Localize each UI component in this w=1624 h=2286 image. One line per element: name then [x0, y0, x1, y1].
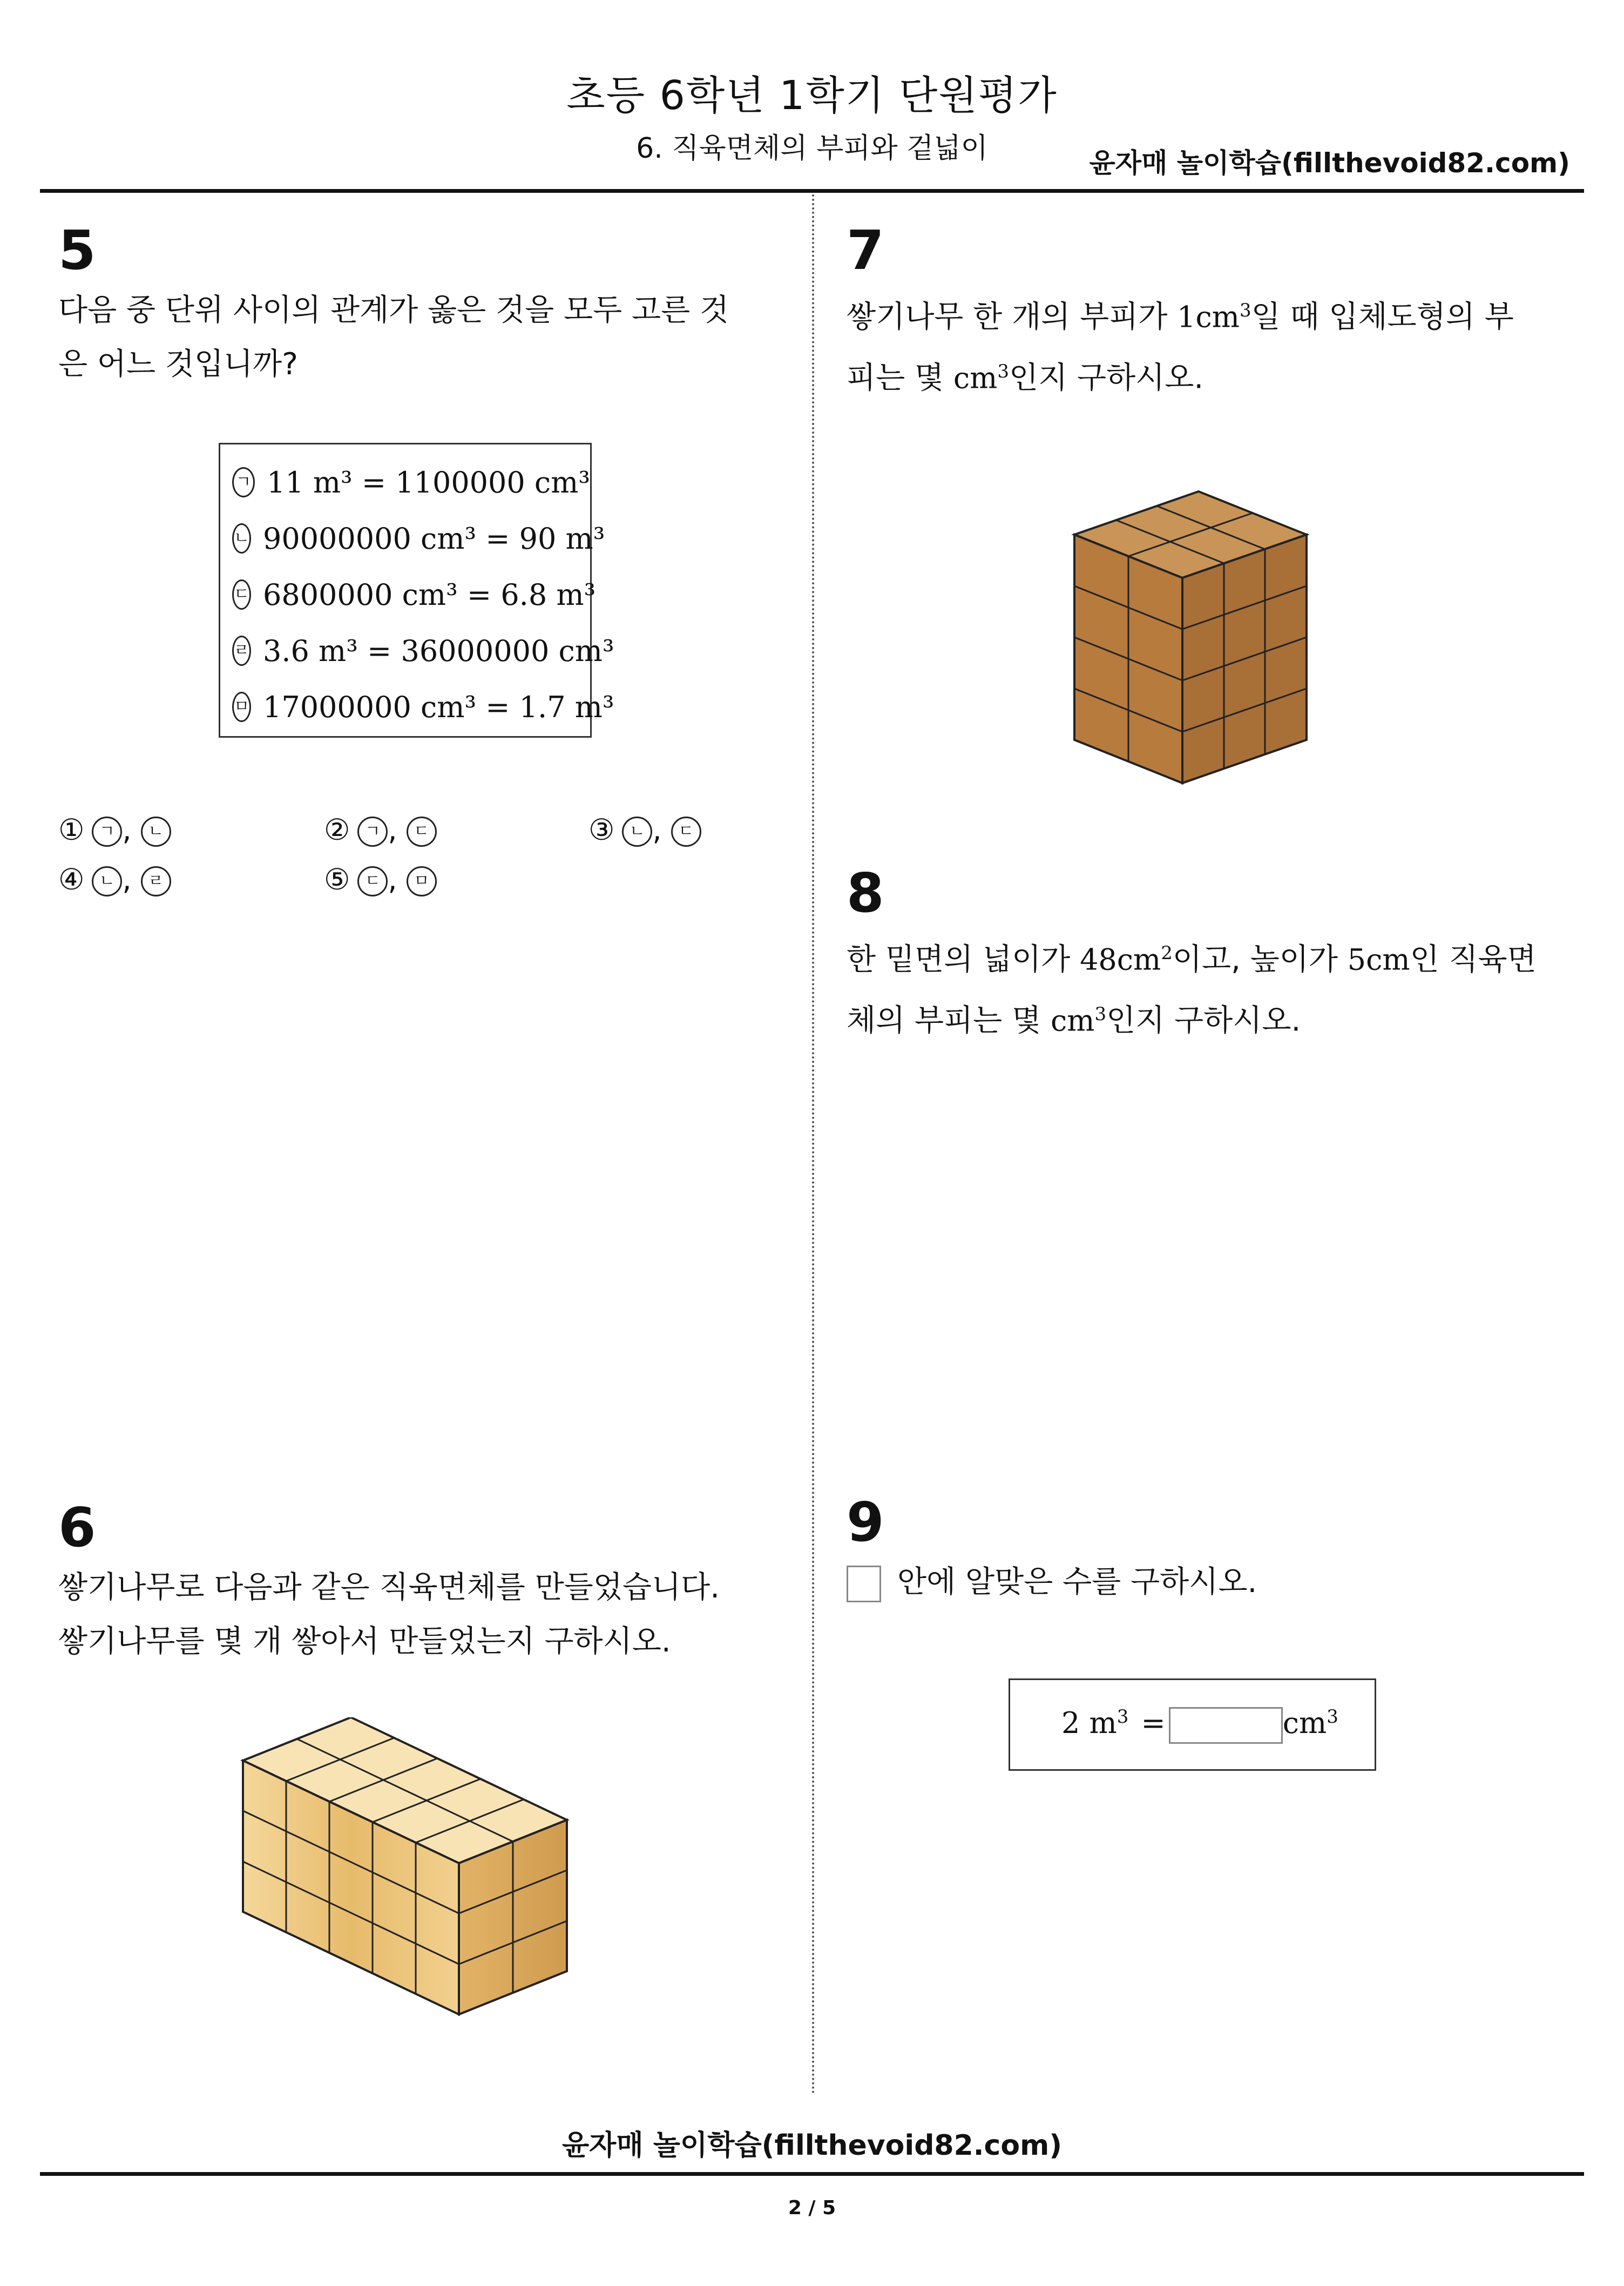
- q9-equation: [1061, 1706, 1338, 1744]
- q5-choice-separator: ,: [388, 813, 407, 847]
- q5-choice-separator: ,: [388, 862, 407, 896]
- question-9-text-content: 안에 알맞은 수를 구하시오.: [897, 1565, 1257, 1600]
- q5-choice-mark-a: ㄴ: [92, 866, 122, 896]
- q9-equals: =: [1141, 1706, 1166, 1740]
- q5-statement-mark: ㅁ: [232, 692, 251, 722]
- question-5-number: 5: [58, 219, 96, 282]
- q5-choice-mark-b: ㅁ: [407, 866, 437, 896]
- q5-choice-3[interactable]: [588, 813, 701, 847]
- q5-statement-mark: ㄴ: [232, 523, 251, 554]
- q9-equation-box: [1009, 1678, 1376, 1771]
- q7-cube-stack-figure: [1069, 448, 1317, 788]
- q5-statement-4: [232, 623, 614, 679]
- question-8-number: 8: [847, 861, 884, 925]
- q5-choice-1[interactable]: [58, 813, 171, 847]
- question-5-text: [58, 284, 760, 392]
- header-brand: 윤자매 놀이학습(fillthevoid82.com): [1089, 147, 1570, 179]
- q5-statements-box: [219, 443, 614, 738]
- q9-rhs-sup: 3: [1327, 1706, 1338, 1728]
- q5-statement-expr: 6800000 cm³ = 6.8 m³: [262, 577, 596, 612]
- q9-rhs-unit: cm: [1282, 1706, 1327, 1740]
- q5-choice-mark-b: ㄴ: [141, 817, 171, 847]
- question-7-text-line2: 피는 몇 $cm^3$인지 구하시오.: [847, 360, 1204, 396]
- question-6-text-line1: 쌓기나무로 다음과 같은 직육면체를 만들었습니다.: [58, 1570, 720, 1605]
- column-divider: [812, 194, 814, 2095]
- q5-choice-separator: ,: [122, 862, 141, 896]
- q5-choice-mark-a: ㄱ: [357, 817, 388, 847]
- q5-choice-mark-a: ㄴ: [622, 817, 652, 847]
- q5-statement-mark: ㄹ: [232, 636, 251, 666]
- q5-statement-1: [232, 454, 590, 510]
- question-6-text-line2: 쌓기나무를 몇 개 쌓아서 만들었는지 구하시오.: [58, 1624, 671, 1659]
- page-subtitle: 6. 직육면체의 부피와 겉넓이: [636, 132, 988, 165]
- q5-statement-expr: 90000000 cm³ = 90 m³: [262, 521, 605, 556]
- q5-choice-number: ⑤: [324, 862, 350, 896]
- q5-choice-mark-a: ㄷ: [357, 866, 388, 896]
- q5-choice-number: ①: [58, 813, 85, 847]
- question-8-text: [847, 926, 1559, 1048]
- q5-statement-2: [232, 510, 605, 567]
- question-6-number: 6: [58, 1496, 96, 1559]
- question-8-text-line2: 체의 부피는 몇 $cm^3$인지 구하시오.: [847, 1003, 1301, 1039]
- page-title: 초등 6학년 1학기 단원평가: [566, 72, 1058, 119]
- q5-choice-number: ②: [324, 813, 350, 847]
- q5-choice-separator: ,: [652, 813, 671, 847]
- page-number: 2 / 5: [788, 2197, 836, 2219]
- q5-choice-separator: ,: [122, 813, 141, 847]
- q5-choice-mark-b: ㄹ: [141, 866, 171, 896]
- q5-statement-expr: 11 m³ = 1100000 cm³: [266, 465, 590, 500]
- q6-cube-stack-figure: [238, 1717, 572, 2020]
- footer-brand: 윤자매 놀이학습(fillthevoid82.com): [561, 2129, 1063, 2162]
- q5-choice-5[interactable]: [324, 862, 437, 896]
- q9-lhs: 2 m: [1061, 1706, 1117, 1740]
- question-7-text-line1: 쌓기나무 한 개의 부피가 $1cm^3$일 때 입체도형의 부: [847, 299, 1514, 335]
- q5-statement-3: [232, 567, 596, 623]
- q5-choice-number: ③: [588, 813, 615, 847]
- question-7-text: [847, 284, 1548, 405]
- q9-lhs-sup: 3: [1116, 1706, 1129, 1728]
- q5-choice-number: ④: [58, 862, 85, 896]
- q5-choice-mark-b: ㄷ: [671, 817, 701, 847]
- q5-choice-4[interactable]: [58, 862, 171, 896]
- question-8-text-line1: 한 밑면의 넓이가 $48cm^2$이고, 높이가 5cm인 직육면: [847, 942, 1537, 977]
- question-9-text: [847, 1555, 1548, 1609]
- q5-statement-5: [232, 679, 614, 735]
- question-5-text-line1: 다음 중 단위 사이의 관계가 옳은 것을 모두 고른 것: [58, 293, 729, 328]
- question-7-number: 7: [847, 219, 884, 282]
- q5-choice-mark-a: ㄱ: [92, 817, 122, 847]
- q9-answer-input[interactable]: [1169, 1707, 1283, 1744]
- header-rule: [40, 189, 1584, 193]
- question-6-text: [58, 1561, 771, 1669]
- q5-statement-expr: 3.6 m³ = 36000000 cm³: [262, 633, 614, 668]
- question-5-text-line2: 은 어느 것입니까?: [58, 347, 298, 382]
- answer-box-icon: [847, 1566, 881, 1602]
- q5-statement-mark: ㄷ: [232, 579, 251, 610]
- footer-rule: [40, 2172, 1584, 2176]
- q5-choice-mark-b: ㄷ: [407, 817, 437, 847]
- q5-statement-mark: ㄱ: [232, 467, 255, 497]
- q5-statement-expr: 17000000 cm³ = 1.7 m³: [262, 690, 614, 724]
- q5-choice-2[interactable]: [324, 813, 437, 847]
- question-9-number: 9: [847, 1491, 884, 1554]
